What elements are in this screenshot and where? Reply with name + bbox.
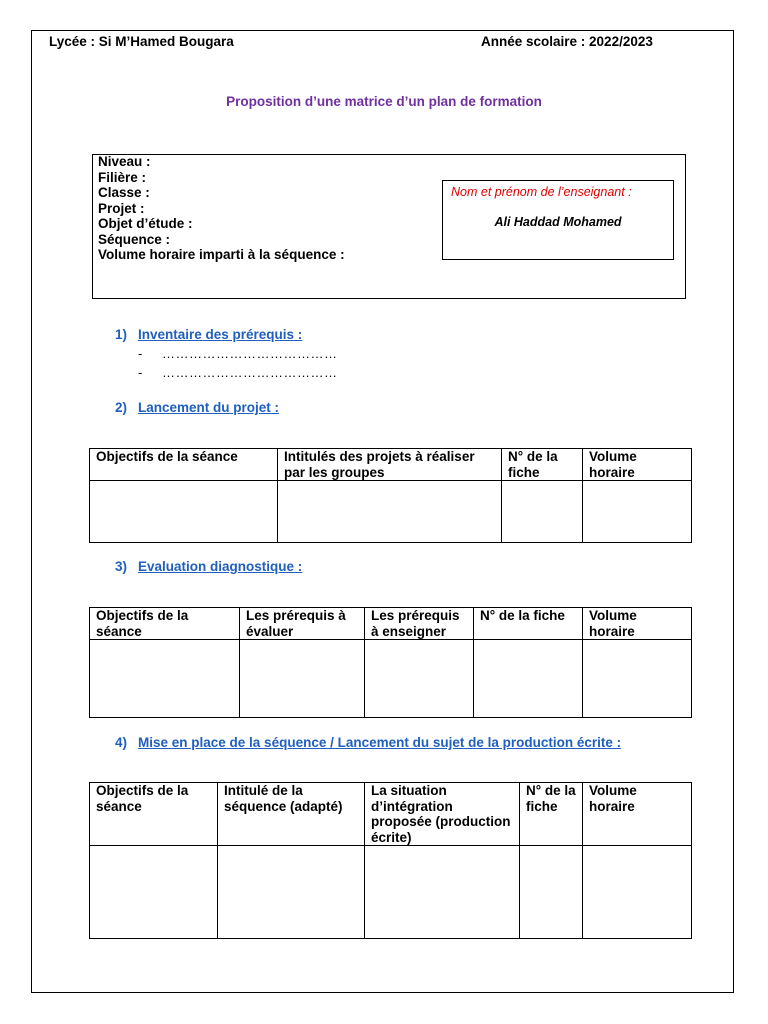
section-2-number: 2) [115,400,128,415]
info-niveau: Niveau : [98,154,151,169]
info-objet-etude: Objet d’étude : [98,216,193,231]
table-header-cell: Objectifs de la séance [90,608,240,640]
section-1-title: Inventaire des prérequis : [138,327,303,342]
table-header-cell: Volume horaire [583,608,692,640]
table-cell[interactable] [365,640,474,718]
table-header-cell: Intitulés des projets à réaliser par les groupes [278,449,502,481]
section-3-number: 3) [115,559,128,574]
table-cell[interactable] [90,846,218,939]
info-fields [98,154,345,263]
table-header-cell: Les prérequis à évaluer [240,608,365,640]
table-header-cell: Objectifs de la séance [90,783,218,846]
table-row [90,481,692,543]
table-cell[interactable] [520,846,583,939]
table-header-row [90,608,692,640]
table-lancement-projet [89,448,692,543]
table-mise-en-place-sequence [89,782,692,939]
prereq-dash-1: - [138,346,143,361]
table-header-cell: N° de la fiche [502,449,583,481]
table-evaluation-diagnostique [89,607,692,718]
table-cell[interactable] [583,481,692,543]
table-row [90,846,692,939]
section-4-title: Mise en place de la séquence / Lancement du sujet de la production écrite : [138,735,622,750]
table-header-cell: Les prérequis à enseigner [365,608,474,640]
table-cell[interactable] [583,846,692,939]
section-1-number: 1) [115,327,128,342]
info-projet: Projet : [98,200,145,216]
table-header-row [90,449,692,481]
table-header-cell: Objectifs de la séance [90,449,278,481]
table-header-cell: La situation d’intégration proposée (production écrite) [365,783,520,846]
table-cell[interactable] [90,481,278,543]
table-cell[interactable] [240,640,365,718]
table-cell[interactable] [278,481,502,543]
table-cell[interactable] [218,846,365,939]
prereq-dots-2: ………………………………… [162,365,338,380]
prereq-dash-2: - [138,365,143,380]
page-title: Proposition d’une matrice d’un plan de formation [226,94,542,109]
table-header-cell: N° de la fiche [474,608,583,640]
info-sequence: Séquence : [98,231,171,247]
table-header-cell: Volume horaire [583,783,692,846]
table-header-row [90,783,692,846]
section-3-title: Evaluation diagnostique : [138,559,303,574]
school-year: Année scolaire : 2022/2023 [481,34,653,49]
table-header-cell: Volume horaire [583,449,692,481]
table-cell[interactable] [365,846,520,939]
prereq-dots-1: ………………………………… [162,346,338,361]
teacher-name: Ali Haddad Mohamed [494,215,622,229]
table-header-cell: Intitulé de la séquence (adapté) [218,783,365,846]
table-cell[interactable] [502,481,583,543]
teacher-label: Nom et prénom de l’enseignant : [451,185,632,199]
info-classe: Classe : [98,185,150,200]
section-2-title: Lancement du projet : [138,400,280,415]
info-volume-horaire: Volume horaire imparti à la séquence : [98,247,345,262]
section-4-number: 4) [115,735,128,750]
info-filiere: Filière : [98,169,147,185]
table-cell[interactable] [474,640,583,718]
table-row [90,640,692,718]
table-cell[interactable] [583,640,692,718]
table-cell[interactable] [90,640,240,718]
school-name: Lycée : Si M’Hamed Bougara [49,34,234,49]
table-header-cell: N° de la fiche [520,783,583,846]
